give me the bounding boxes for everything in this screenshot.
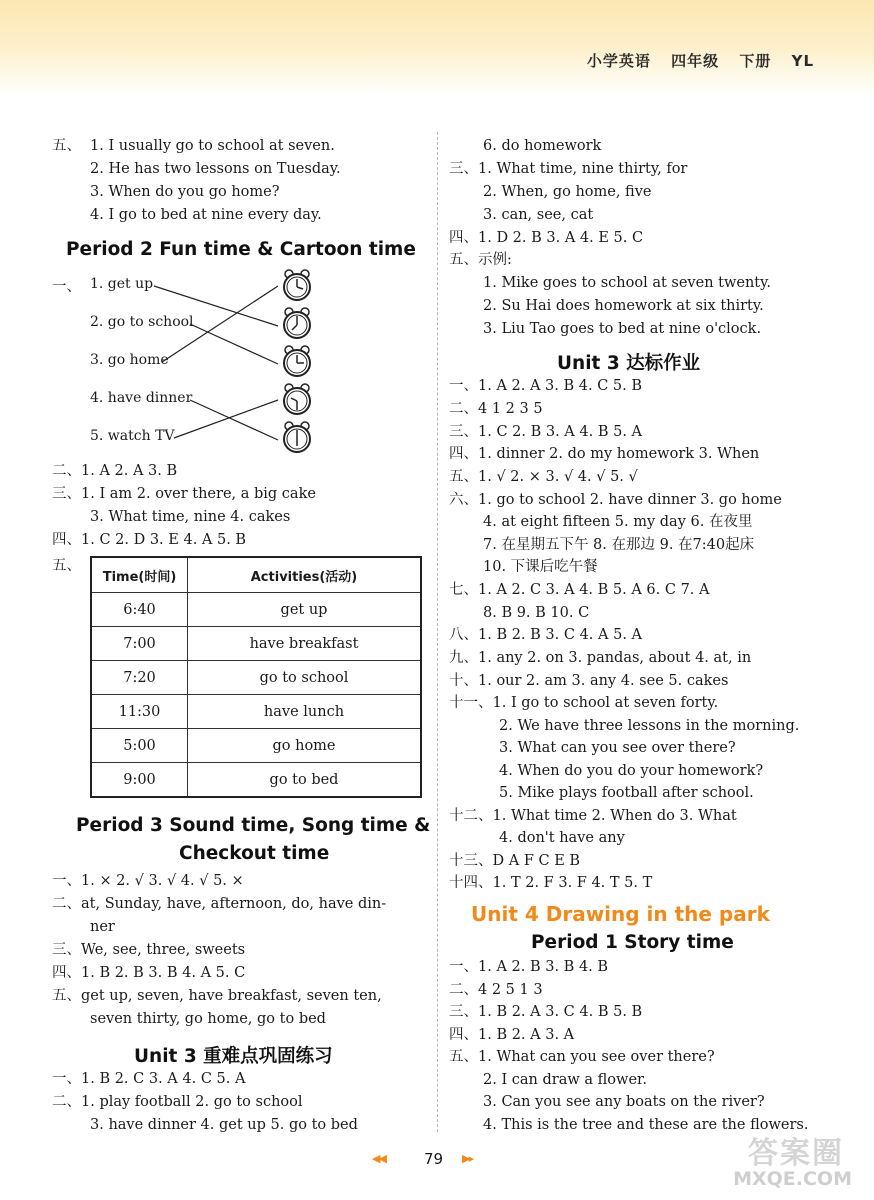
alarm-clock-icon: [280, 421, 314, 455]
answer-line: 10. 下课后吃午餐: [483, 559, 598, 575]
match-label-have-dinner: 4. have dinner: [90, 390, 193, 406]
watermark-url: MXQE.COM: [733, 1168, 852, 1190]
answer-line: 二、1. play football 2. go to school: [52, 1094, 303, 1110]
answer-line: seven thirty, go home, go to bed: [90, 1011, 326, 1027]
header-subject: 小学英语: [586, 52, 651, 70]
answer-line: 十二、1. What time 2. When do 3. What: [449, 808, 737, 824]
section-marker: 一、: [52, 279, 81, 295]
answer-line: 五、get up, seven, have breakfast, seven ten,: [52, 988, 382, 1004]
answer-line: 6. do homework: [483, 138, 602, 154]
table-row: [91, 593, 421, 627]
match-line: [190, 400, 278, 440]
answer-line: 三、We, see, three, sweets: [52, 942, 246, 958]
answer-line: 7. 在星期五下午 8. 在那边 9. 在7:40起床: [483, 537, 755, 553]
answer-line: 六、1. go to school 2. have dinner 3. go home: [449, 492, 782, 508]
answer-line: 8. B 9. B 10. C: [483, 605, 590, 621]
time-cell: 6:40: [91, 593, 188, 627]
activity-cell: have breakfast: [188, 627, 422, 661]
answer-line: 三、1. C 2. B 3. A 4. B 5. A: [449, 424, 643, 440]
answer-line: 四、1. dinner 2. do my homework 3. When: [449, 446, 760, 462]
answer-line: 十三、D A F C E B: [449, 853, 581, 869]
match-line: [162, 286, 278, 362]
period-3-title-cont: Checkout time: [179, 843, 330, 864]
answer-line: 2. Su Hai does homework at six thirty.: [483, 298, 764, 314]
answer-line: 四、1. D 2. B 3. A 4. E 5. C: [449, 230, 644, 246]
answer-line: 一、1. × 2. √ 3. √ 4. √ 5. ×: [52, 873, 244, 889]
header-grade: 四年级: [671, 52, 720, 70]
answer-line: 3. Liu Tao goes to bed at nine o'clock.: [483, 321, 762, 337]
time-cell: 11:30: [91, 695, 188, 729]
match-line: [154, 286, 278, 326]
activity-cell: have lunch: [188, 695, 422, 729]
match-label-go-to-school: 2. go to school: [90, 314, 194, 330]
answer-line: 2. We have three lessons in the morning.: [499, 718, 800, 734]
answer-line: 一、1. A 2. A 3. B 4. C 5. B: [449, 378, 643, 394]
answer-line: 3. What time, nine 4. cakes: [90, 509, 291, 525]
answer-line: 八、1. B 2. B 3. C 4. A 5. A: [449, 627, 643, 643]
alarm-clock-icon: [280, 383, 314, 417]
answer-line: 五、1. What can you see over there?: [449, 1049, 715, 1065]
daily-schedule-table: [90, 556, 422, 798]
alarm-clock-icon: [280, 345, 314, 379]
table-row: [91, 661, 421, 695]
answer-line: 四、1. B 2. A 3. A: [449, 1027, 575, 1043]
answer-line: 九、1. any 2. on 3. pandas, about 4. at, in: [449, 650, 752, 666]
period-2-title: Period 2 Fun time & Cartoon time: [66, 239, 416, 260]
page-number: 79: [424, 1150, 444, 1168]
answer-line: 3. Can you see any boats on the river?: [483, 1094, 765, 1110]
alarm-clock-icon: [280, 269, 314, 303]
answer-line: 二、4 1 2 3 5: [449, 401, 543, 417]
answer-line: 3. When do you go home?: [90, 184, 280, 200]
answer-line: 3. have dinner 4. get up 5. go to bed: [90, 1117, 358, 1133]
watermark-logo: [716, 1128, 866, 1190]
answer-line: 2. I can draw a flower.: [483, 1072, 647, 1088]
unit-4-title: Unit 4 Drawing in the park: [471, 902, 770, 926]
answer-line: 5. Mike plays football after school.: [499, 785, 754, 801]
answer-line: 二、1. A 2. A 3. B: [52, 463, 178, 479]
answer-line: 2. When, go home, five: [483, 184, 652, 200]
answer-line: 1. I usually go to school at seven.: [90, 138, 335, 154]
unit-3-focus-title: Unit 3 重难点巩固练习: [134, 1046, 333, 1067]
header-edition: YL: [791, 52, 814, 70]
activity-cell: get up: [188, 593, 422, 627]
answer-line: 4. This is the tree and these are the flowers.: [483, 1117, 809, 1133]
answer-line: 二、4 2 5 1 3: [449, 982, 543, 998]
page-header: [0, 0, 874, 95]
answer-line: 3. can, see, cat: [483, 207, 594, 223]
time-cell: 9:00: [91, 763, 188, 798]
time-cell: 7:00: [91, 627, 188, 661]
activity-cell: go to bed: [188, 763, 422, 798]
unit-4-period-1-title: Period 1 Story time: [531, 932, 734, 953]
matching-lines: [62, 272, 362, 472]
header-volume: 下册: [739, 52, 772, 70]
answer-line: 4. I go to bed at nine every day.: [90, 207, 322, 223]
match-line: [190, 324, 278, 364]
answer-line: 三、1. I am 2. over there, a big cake: [52, 486, 316, 502]
column-header-time: Time(时间): [91, 557, 188, 593]
time-cell: 7:20: [91, 661, 188, 695]
activity-cell: go home: [188, 729, 422, 763]
answer-line: 四、1. C 2. D 3. E 4. A 5. B: [52, 532, 247, 548]
page-prev-arrow-icon: ◀◀: [372, 1152, 385, 1165]
answer-line: 五、1. √ 2. × 3. √ 4. √ 5. √: [449, 469, 638, 485]
column-divider: [437, 132, 438, 1132]
section-marker: 五、: [52, 138, 81, 154]
answer-line: 十四、1. T 2. F 3. F 4. T 5. T: [449, 875, 653, 891]
time-cell: 5:00: [91, 729, 188, 763]
header-book-info: [573, 50, 814, 71]
match-label-go-home: 3. go home: [90, 352, 169, 368]
matching-exercise: [62, 272, 362, 472]
unit-3-test-title: Unit 3 达标作业: [557, 353, 701, 374]
watermark-text: 答案圈: [748, 1136, 844, 1171]
table-row: [91, 729, 421, 763]
answer-line: 4. at eight fifteen 5. my day 6. 在夜里: [483, 514, 753, 530]
table-row: [91, 763, 421, 798]
period-3-title: Period 3 Sound time, Song time &: [76, 815, 431, 836]
answer-line: 三、1. What time, nine thirty, for: [449, 161, 688, 177]
table-row: [91, 627, 421, 661]
table-header-row: [91, 557, 421, 593]
answer-line: 一、1. B 2. C 3. A 4. C 5. A: [52, 1071, 246, 1087]
answer-line: 一、1. A 2. B 3. B 4. B: [449, 959, 609, 975]
answer-line: 4. don't have any: [499, 830, 625, 846]
answer-line: 十一、1. I go to school at seven forty.: [449, 695, 719, 711]
match-label-get-up: 1. get up: [90, 276, 154, 292]
column-header-activities: Activities(活动): [188, 557, 422, 593]
answer-line: 2. He has two lessons on Tuesday.: [90, 161, 341, 177]
answer-line: 1. Mike goes to school at seven twenty.: [483, 275, 772, 291]
table-row: [91, 695, 421, 729]
answer-line: 四、1. B 2. B 3. B 4. A 5. C: [52, 965, 246, 981]
activity-cell: go to school: [188, 661, 422, 695]
answer-line: 十、1. our 2. am 3. any 4. see 5. cakes: [449, 673, 729, 689]
alarm-clock-icon: [280, 307, 314, 341]
section-marker: 五、: [52, 558, 81, 574]
answer-line: 二、at, Sunday, have, afternoon, do, have din-: [52, 896, 387, 912]
match-label-watch-tv: 5. watch TV: [90, 428, 175, 444]
answer-line: 4. When do you do your homework?: [499, 763, 764, 779]
answer-line: 五、示例:: [449, 252, 512, 268]
answer-line: 三、1. B 2. A 3. C 4. B 5. B: [449, 1004, 643, 1020]
answer-line: 3. What can you see over there?: [499, 740, 736, 756]
page-next-arrow-icon: ▶▸: [462, 1152, 472, 1165]
answer-line: ner: [90, 919, 115, 935]
answer-line: 七、1. A 2. C 3. A 4. B 5. A 6. C 7. A: [449, 582, 710, 598]
